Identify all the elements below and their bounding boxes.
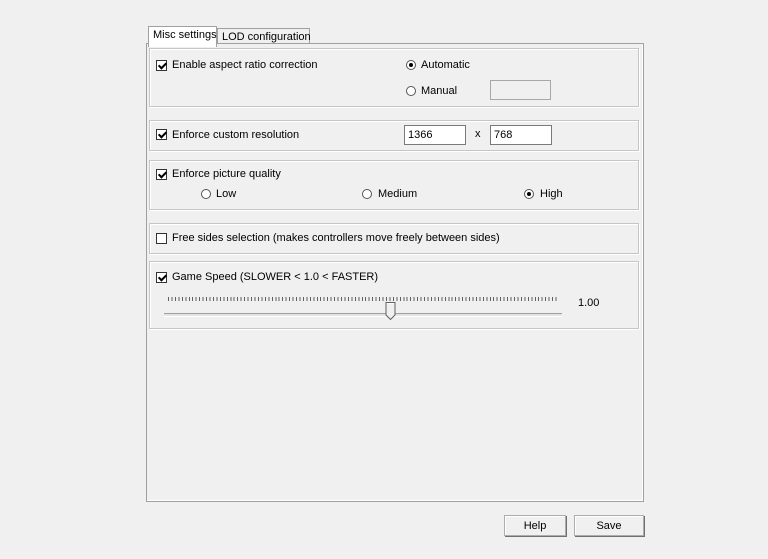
aspect-manual-radio[interactable] (406, 86, 416, 96)
game-speed-checkbox[interactable] (156, 272, 167, 283)
resolution-height-input[interactable]: 768 (490, 125, 552, 145)
game-speed-value: 1.00 (578, 297, 600, 309)
slider-thumb[interactable] (385, 302, 396, 320)
quality-low-radio[interactable] (201, 189, 211, 199)
aspect-automatic-label: Automatic (421, 59, 470, 71)
quality-low-label: Low (216, 188, 237, 200)
resolution-width-input[interactable]: 1366 (404, 125, 466, 145)
game-speed-label: Game Speed (SLOWER < 1.0 < FASTER) (172, 271, 379, 283)
tab-lod-configuration-label: LOD configuration (222, 31, 311, 43)
tab-misc-settings[interactable] (148, 26, 217, 47)
aspect-manual-input[interactable] (490, 80, 551, 100)
quality-high-radio[interactable] (524, 189, 534, 199)
quality-medium-radio[interactable] (362, 189, 372, 199)
help-button[interactable]: Help (504, 515, 566, 536)
custom-resolution-label: Enforce custom resolution (172, 129, 300, 141)
quality-high-label: High (540, 188, 563, 200)
aspect-manual-label: Manual (421, 85, 458, 97)
aspect-ratio-label: Enable aspect ratio correction (172, 59, 318, 71)
custom-resolution-checkbox[interactable] (156, 129, 167, 140)
aspect-automatic-radio[interactable] (406, 60, 416, 70)
slider-track (164, 313, 562, 317)
aspect-ratio-group (149, 48, 639, 107)
free-sides-label: Free sides selection (makes controllers move freely between sides) (172, 232, 500, 244)
tab-misc-settings-label: Misc settings (153, 29, 217, 41)
picture-quality-label: Enforce picture quality (172, 168, 281, 180)
free-sides-checkbox[interactable] (156, 233, 167, 244)
save-button[interactable]: Save (574, 515, 644, 536)
resolution-separator: x (475, 128, 481, 140)
aspect-ratio-checkbox[interactable] (156, 60, 167, 71)
picture-quality-checkbox[interactable] (156, 169, 167, 180)
quality-medium-label: Medium (378, 188, 418, 200)
slider-ticks (168, 297, 559, 301)
